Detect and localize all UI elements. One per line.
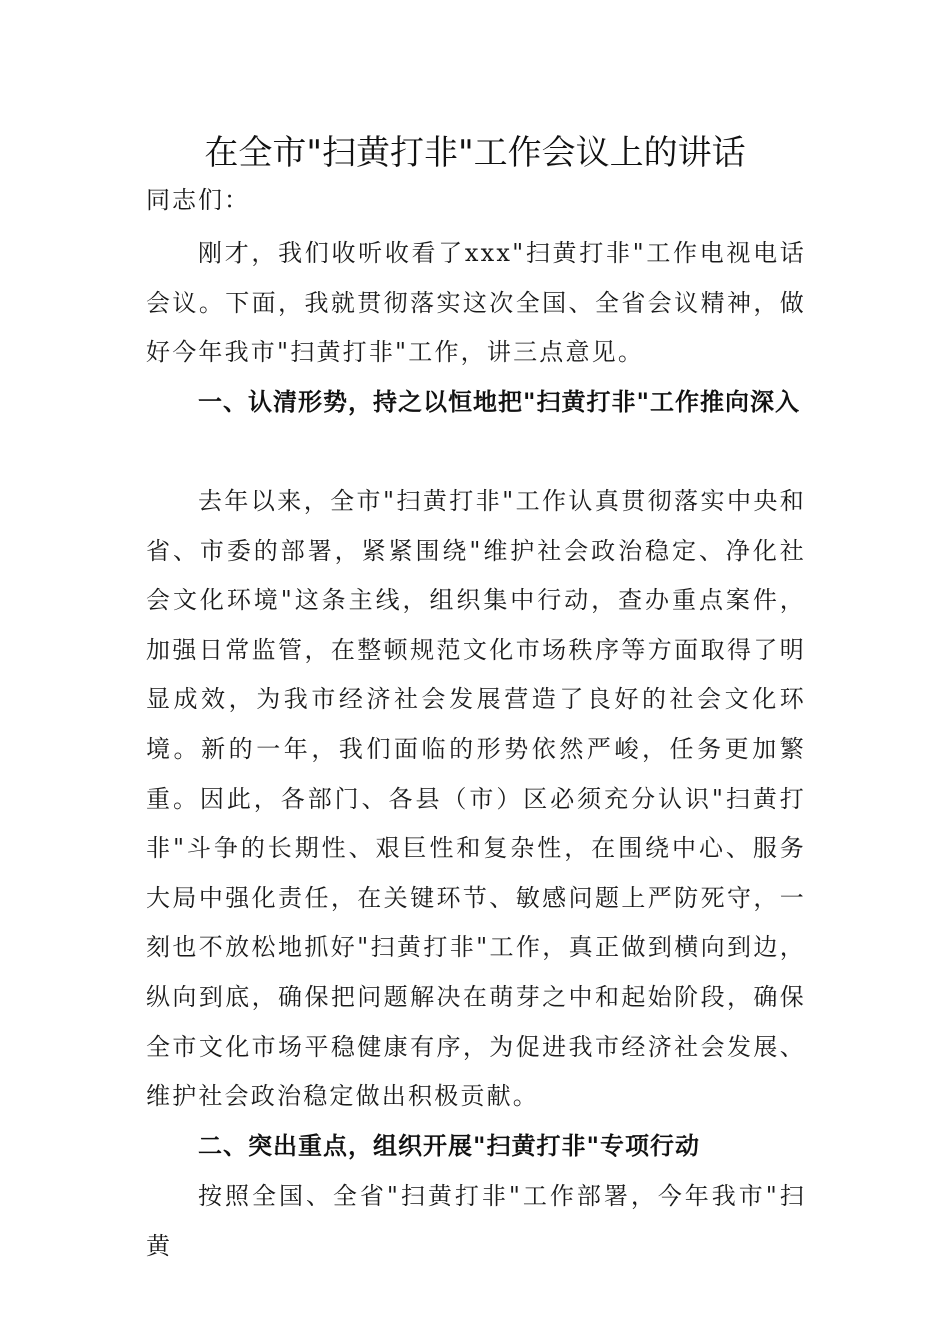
document-title: 在全市"扫黄打非"工作会议上的讲话 xyxy=(204,133,746,173)
intro-paragraph: 刚才，我们收听收看了xxx"扫黄打非"工作电视电话会议。下面，我就贯彻落实这次全国、全省会议精神，做好今年我市"扫黄打非"工作，讲三点意见。 xyxy=(146,239,806,367)
section-1-paragraph-block xyxy=(146,477,806,1122)
section-heading-1-text: 一、认清形势，持之以恒地把"扫黄打非"工作推向深入 xyxy=(198,388,801,416)
section-2-paragraph-block xyxy=(146,1172,806,1271)
salutation: 同志们： xyxy=(146,186,250,214)
section-heading-1 xyxy=(146,378,806,428)
section-heading-2 xyxy=(146,1122,806,1172)
section-1-paragraph: 去年以来，全市"扫黄打非"工作认真贯彻落实中央和省、市委的部署，紧紧围绕"维护社会政治稳定、净化社会文化环境"这条主线，组织集中行动，查办重点案件，加强日常监管，在整顿规范文化市场秩序等方面取得了明显成效，为我市经济社会发展营造了良好的社会文化环境。新的一年，我们面临的形势依然严峻，任务更加繁重。因此，各部门、各县（市）区必须充分认识"扫黄打非"斗争的长期性、艰巨性和复杂性，在围绕中心、服务大局中强化责任，在关键环节、敏感问题上严防死守，一刻也不放松地抓好"扫黄打非"工作，真正做到横向到边，纵向到底，确保把问题解决在萌芽之中和起始阶段，确保全市文化市场平稳健康有序，为促进我市经济社会发展、维护社会政治稳定做出积极贡献。 xyxy=(146,487,806,1111)
section-2-paragraph: 按照全国、全省"扫黄打非"工作部署，今年我市"扫黄 xyxy=(146,1182,806,1260)
intro-paragraph-block xyxy=(146,229,806,378)
section-heading-2-text: 二、突出重点，组织开展"扫黄打非"专项行动 xyxy=(198,1132,701,1160)
